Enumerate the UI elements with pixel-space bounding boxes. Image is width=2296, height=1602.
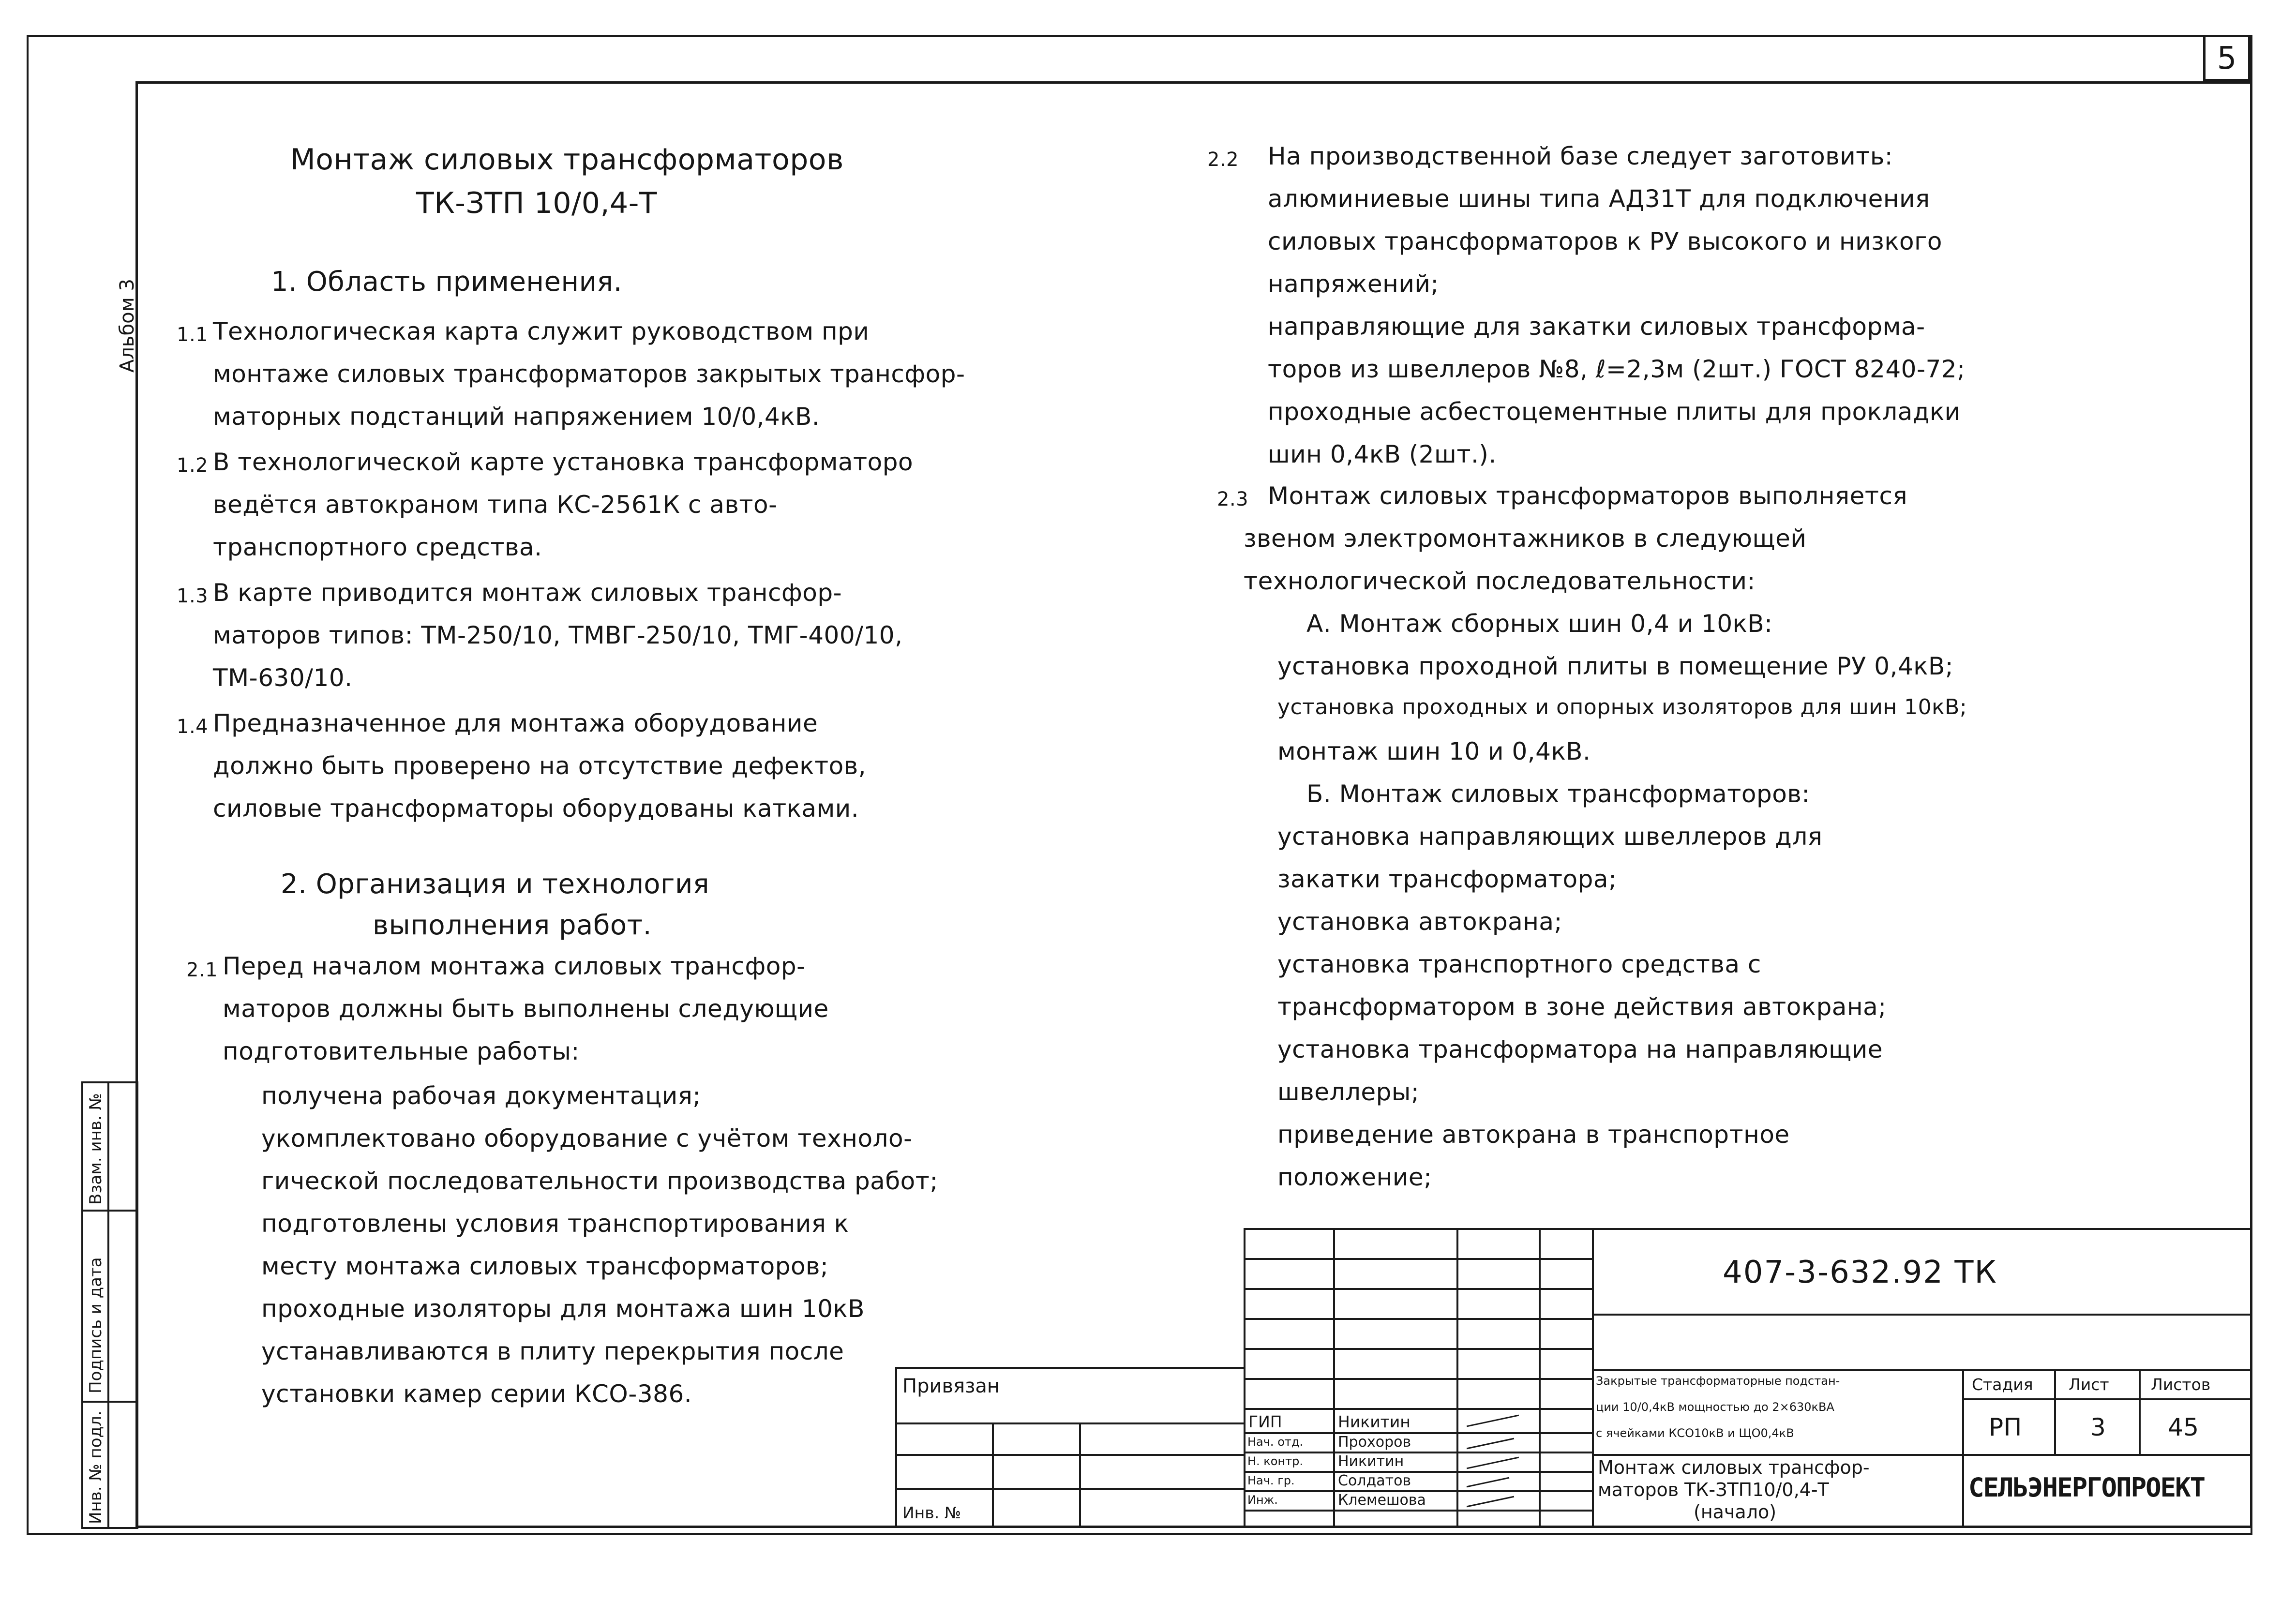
stamp-role: ГИП: [1248, 1412, 1282, 1431]
stamp-line: [1244, 1318, 1592, 1320]
stamp-project-title-line: ции 10/0,4кВ мощностью до 2×630кВА: [1596, 1400, 1834, 1414]
sheet-number: 5: [2203, 35, 2251, 81]
item-1-2-num: 1.2: [177, 454, 209, 477]
stamp-privyazan-label: Привязан: [902, 1375, 1000, 1397]
stamp-line: [1244, 1258, 1592, 1260]
stamp-stage-value: РП: [1989, 1413, 2022, 1441]
section1-heading: 1. Область применения.: [271, 266, 622, 298]
item-2-3-b-line: положение;: [1277, 1163, 1432, 1191]
stamp-project-title-line: Закрытые трансформаторные подстан-: [1596, 1374, 1840, 1388]
item-2-3-b-line: трансформатором в зоне действия автокрана;: [1277, 993, 1887, 1021]
item-2-3-a-title: А. Монтаж сборных шин 0,4 и 10кВ:: [1306, 610, 1773, 638]
strip-row-line: [81, 1210, 138, 1212]
stamp-name: Никитин: [1338, 1453, 1404, 1470]
stamp-line: [895, 1367, 897, 1528]
item-2-3-b-line: швеллеры;: [1277, 1078, 1420, 1106]
item-2-3-b-line: установка автокрана;: [1277, 908, 1562, 936]
stamp-line: [895, 1422, 1244, 1424]
stamp-sheet-label: Лист: [2069, 1375, 2109, 1394]
stamp-name: Никитин: [1338, 1412, 1411, 1431]
stamp-sheets-label: Листов: [2151, 1375, 2211, 1394]
item-1-1-line: маторных подстанций напряжением 10/0,4кВ.: [213, 403, 820, 431]
item-2-1-sub: установки камер серии КСО-386.: [261, 1380, 692, 1408]
item-2-1-sub: укомплектовано оборудование с учётом техноло-: [261, 1124, 913, 1153]
item-2-1-line: маторов должны быть выполнены следующие: [223, 995, 829, 1023]
stamp-line: [992, 1422, 994, 1528]
item-2-3-b-line: установка транспортного средства с: [1277, 950, 1761, 978]
stamp-line: [1244, 1378, 1592, 1380]
item-2-3-b-line: закатки трансформатора;: [1277, 865, 1617, 893]
item-1-1-line: монтаже силовых трансформаторов закрытых трансфор-: [213, 360, 965, 388]
stamp-line: [1079, 1422, 1081, 1528]
item-1-1-num: 1.1: [177, 324, 209, 346]
item-2-3-a-line: монтаж шин 10 и 0,4кВ.: [1277, 737, 1591, 765]
item-1-4-line: Предназначенное для монтажа оборудование: [213, 709, 818, 737]
stamp-line: [895, 1367, 1244, 1369]
doc-title-line-1: Монтаж силовых трансформаторов: [290, 143, 844, 177]
stamp-line: [1592, 1369, 2252, 1371]
item-2-2-line: проходные асбестоцементные плиты для прокладки: [1268, 398, 1961, 426]
item-2-1-sub: гической последовательности производства работ;: [261, 1167, 938, 1195]
item-1-4-line: должно быть проверено на отсутствие дефектов,: [213, 752, 867, 780]
strip-label-inv-podl: Инв. № подл.: [86, 1410, 105, 1524]
item-2-3-b-line: приведение автокрана в транспортное: [1277, 1121, 1790, 1149]
item-2-1-sub: месту монтажа силовых трансформаторов;: [261, 1252, 829, 1280]
stamp-sheets-value: 45: [2168, 1413, 2199, 1441]
item-2-1-sub: получена рабочая документация;: [261, 1082, 701, 1110]
item-2-2-line: направляющие для закатки силовых трансформа-: [1268, 313, 1925, 341]
item-2-3-b-line: установка направляющих швеллеров для: [1277, 823, 1823, 851]
stamp-role: Инж.: [1247, 1493, 1278, 1507]
item-2-2-line: шин 0,4кВ (2шт.).: [1268, 440, 1497, 468]
stamp-line: [1962, 1369, 1964, 1528]
stamp-line: [1244, 1228, 2252, 1230]
stamp-line: [1244, 1432, 1592, 1434]
item-1-3-num: 1.3: [177, 585, 209, 607]
item-2-2-line: напряжений;: [1268, 270, 1439, 298]
item-1-4-line: силовые трансформаторы оборудованы катками.: [213, 794, 859, 823]
stamp-sheet-title-line: (начало): [1694, 1501, 1777, 1523]
stamp-line: [1244, 1510, 1592, 1512]
stamp-sheet-title-line: Монтаж силовых трансфор-: [1598, 1457, 1870, 1478]
stamp-organization: СЕЛЬЭНЕРГОПРОЕКТ: [1968, 1472, 2205, 1503]
stamp-line: [1962, 1398, 2252, 1400]
stamp-line: [1592, 1454, 2252, 1456]
stamp-line: [895, 1454, 1244, 1456]
strip-label-signature-date: Подпись и дата: [86, 1257, 105, 1393]
stamp-line: [1244, 1288, 1592, 1290]
album-label: Альбом 3: [116, 279, 138, 373]
item-1-2-line: транспортного средства.: [213, 533, 542, 561]
item-2-3-num: 2.3: [1217, 488, 1249, 510]
item-2-3-a-line: установка проходной плиты в помещение РУ 0,4кВ;: [1277, 652, 1954, 680]
stamp-line: [2054, 1369, 2056, 1454]
item-1-4-num: 1.4: [177, 716, 209, 738]
stamp-sheet-title-line: маторов ТК-ЗТП10/0,4-Т: [1598, 1479, 1829, 1500]
stamp-line: [1592, 1228, 1594, 1528]
stamp-role: Нач. гр.: [1247, 1474, 1295, 1487]
item-2-1-num: 2.1: [186, 959, 218, 981]
stamp-line: [1244, 1408, 1592, 1410]
stamp-inv-no-label: Инв. №: [902, 1503, 961, 1522]
stamp-line: [1244, 1348, 1592, 1350]
stamp-name: Солдатов: [1338, 1472, 1411, 1489]
item-2-2-line: алюминиевые шины типа АД31Т для подключения: [1268, 185, 1930, 213]
item-1-1-line: Технологическая карта служит руководством при: [213, 317, 870, 345]
item-1-2-line: В технологической карте установка трансформаторо: [213, 448, 914, 476]
item-2-1-sub: устанавливаются в плиту перекрытия после: [261, 1337, 844, 1365]
item-1-2-line: ведётся автокраном типа КС-2561К с авто-: [213, 491, 778, 519]
stamp-document-code: 407-3-632.92 ТК: [1723, 1255, 1997, 1290]
item-2-3-b-line: установка трансформатора на направляющие: [1277, 1035, 1883, 1063]
stamp-role: Н. контр.: [1247, 1454, 1304, 1468]
strip-row-line: [81, 1401, 138, 1403]
stamp-line: [895, 1488, 1244, 1490]
stamp-line: [2139, 1369, 2141, 1454]
item-2-2-num: 2.2: [1207, 149, 1239, 171]
item-2-1-sub: подготовлены условия транспортирования к: [261, 1210, 849, 1238]
item-2-3-a-line: установка проходных и опорных изоляторов для шин 10кВ;: [1277, 695, 1967, 719]
stamp-sheet-value: 3: [2090, 1413, 2106, 1441]
stamp-role: Нач. отд.: [1247, 1435, 1304, 1449]
stamp-project-title-line: с ячейками КСО10кВ и ЩО0,4кВ: [1596, 1426, 1794, 1440]
item-2-3-b-title: Б. Монтаж силовых трансформаторов:: [1306, 780, 1810, 808]
stamp-stage-label: Стадия: [1972, 1375, 2033, 1394]
stamp-line: [1592, 1314, 2252, 1316]
stamp-line: [1244, 1452, 1592, 1453]
item-2-3-line: звеном электромонтажников в следующей: [1244, 524, 1807, 553]
item-1-3-line: ТМ-630/10.: [213, 664, 353, 692]
item-2-1-line: Перед началом монтажа силовых трансфор-: [223, 952, 806, 980]
item-2-2-line: силовых трансформаторов к РУ высокого и низкого: [1268, 227, 1942, 255]
item-2-1-line: подготовительные работы:: [223, 1037, 580, 1065]
item-1-3-line: В карте приводится монтаж силовых трансфор-: [213, 579, 842, 607]
section2-heading-line-2: выполнения работ.: [373, 910, 652, 941]
item-2-3-line: Монтаж силовых трансформаторов выполняется: [1268, 482, 1908, 510]
item-2-2-line: торов из швеллеров №8, ℓ=2,3м (2шт.) ГОСТ 8240-72;: [1268, 355, 1966, 383]
item-2-3-line: технологической последовательности:: [1244, 567, 1756, 595]
doc-title-line-2: ТК-ЗТП 10/0,4-Т: [416, 186, 657, 220]
item-2-1-sub: проходные изоляторы для монтажа шин 10кВ: [261, 1295, 865, 1323]
item-2-2-line: На производственной базе следует заготовить:: [1268, 142, 1893, 170]
stamp-line: [1244, 1471, 1592, 1473]
stamp-name: Прохоров: [1338, 1434, 1411, 1451]
item-1-3-line: маторов типов: ТМ-250/10, ТМВГ-250/10, ТМГ-400/10,: [213, 621, 903, 649]
stamp-name: Клемешова: [1338, 1492, 1426, 1509]
section2-heading-line-1: 2. Организация и технология: [281, 868, 710, 900]
strip-label-vzam-inv: Взам. инв. №: [86, 1093, 105, 1205]
strip-divider: [107, 1081, 109, 1529]
